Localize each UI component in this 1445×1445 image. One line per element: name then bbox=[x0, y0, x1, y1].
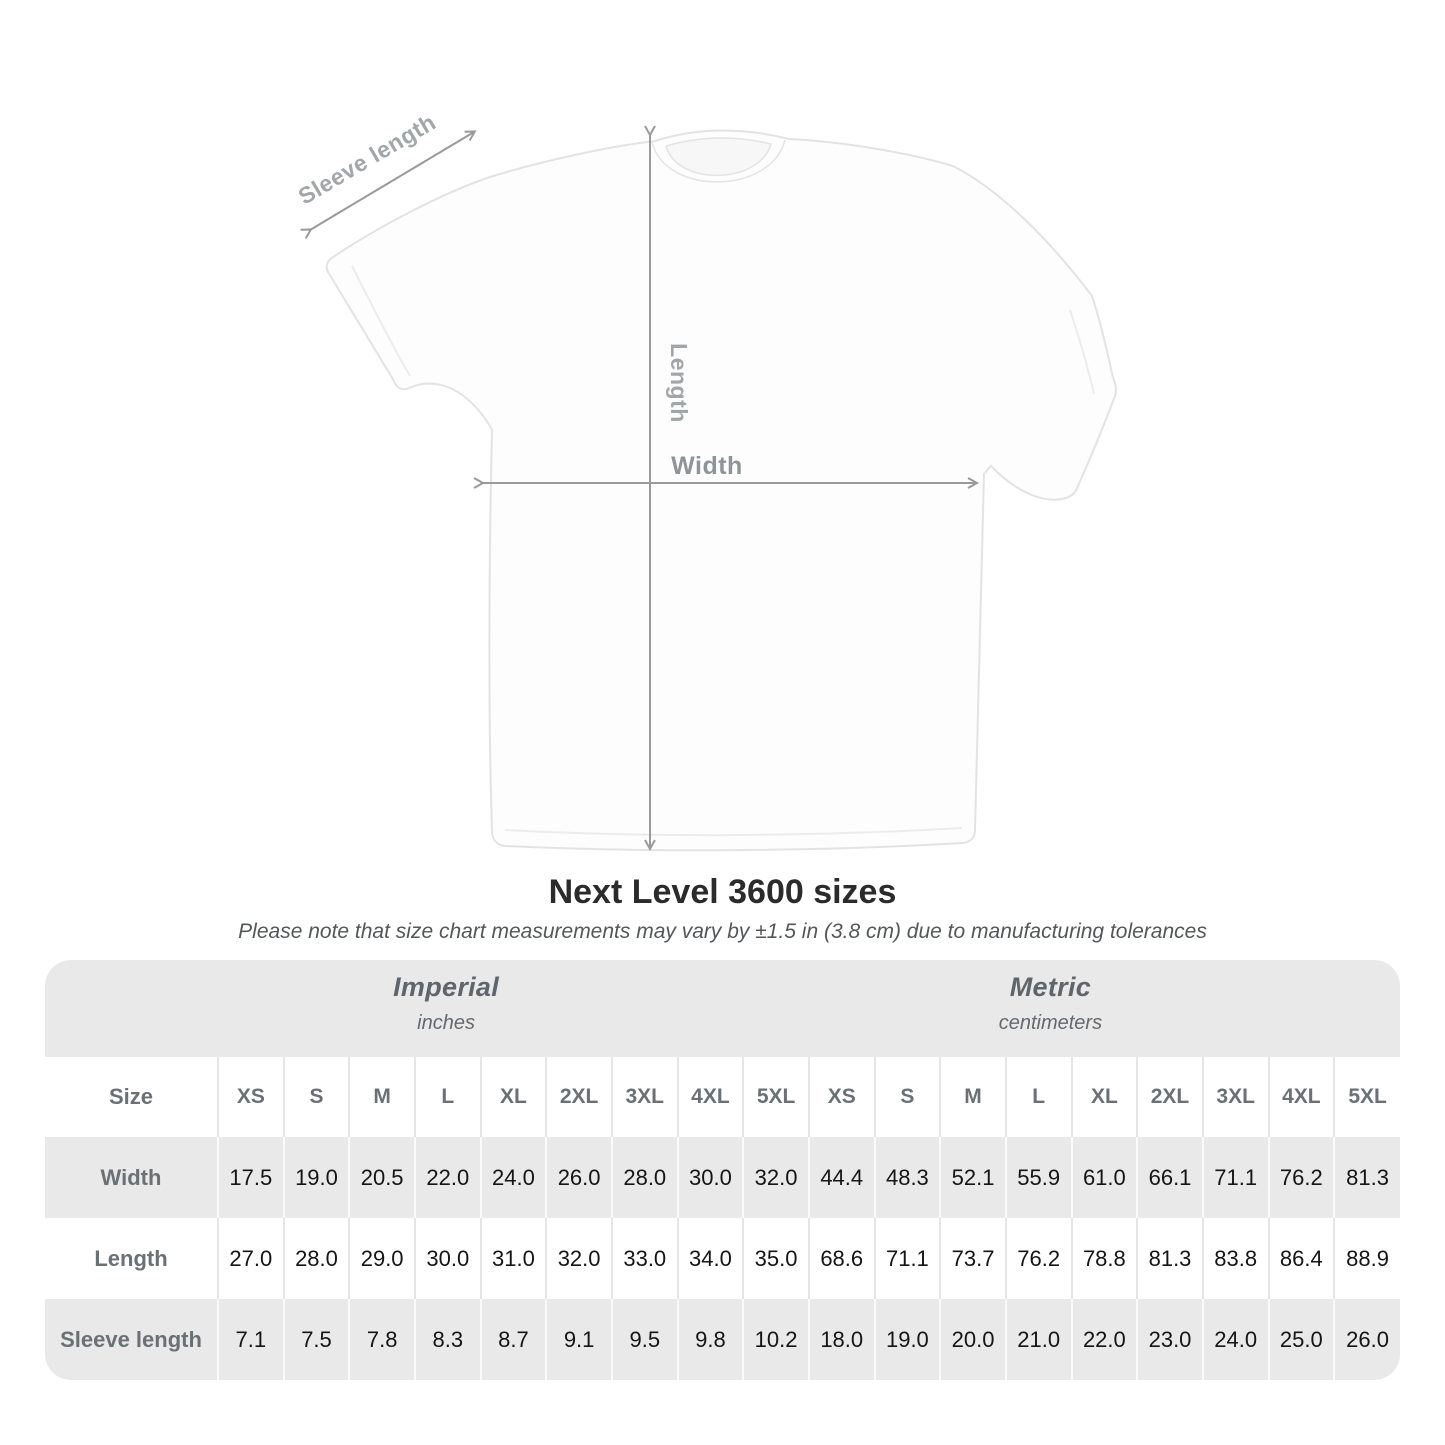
measurement-cell: 19.0 bbox=[875, 1299, 941, 1380]
measurement-cell: 24.0 bbox=[1203, 1299, 1269, 1380]
sleeve-length-label: Sleeve length bbox=[293, 108, 441, 210]
metric-unit: centimeters bbox=[998, 1012, 1103, 1034]
measurement-cell: 23.0 bbox=[1137, 1299, 1203, 1380]
size-column-header: 4XL bbox=[678, 1057, 744, 1137]
measurement-cell: 22.0 bbox=[1072, 1299, 1138, 1380]
measurement-cell: 76.2 bbox=[1269, 1137, 1335, 1218]
measurement-cell: 10.2 bbox=[743, 1299, 809, 1380]
row-label: Sleeve length bbox=[60, 1326, 202, 1352]
measurement-cell: 17.5 bbox=[218, 1137, 284, 1218]
row-label: Width bbox=[100, 1164, 162, 1190]
measurement-cell: 71.1 bbox=[875, 1218, 941, 1299]
metric-header bbox=[999, 972, 1102, 1035]
measurement-cell: 26.0 bbox=[546, 1137, 612, 1218]
imperial-header bbox=[393, 972, 499, 1035]
size-column-header: L bbox=[1006, 1057, 1072, 1137]
measurement-cell: 7.8 bbox=[349, 1299, 415, 1380]
measurement-cell: 18.0 bbox=[809, 1299, 875, 1380]
size-column-header: 3XL bbox=[612, 1057, 678, 1137]
measurements-table bbox=[45, 1057, 1400, 1380]
measurement-cell: 20.0 bbox=[940, 1299, 1006, 1380]
measurement-cell: 52.1 bbox=[940, 1137, 1006, 1218]
measurement-cell: 27.0 bbox=[218, 1218, 284, 1299]
length-label: Length bbox=[666, 343, 692, 423]
measurement-cell: 48.3 bbox=[875, 1137, 941, 1218]
measurement-cell: 7.5 bbox=[284, 1299, 350, 1380]
width-label: Width bbox=[671, 452, 743, 480]
measurement-cell: 88.9 bbox=[1334, 1218, 1400, 1299]
imperial-unit: inches bbox=[417, 1012, 475, 1034]
measurement-cell: 81.3 bbox=[1334, 1137, 1400, 1218]
size-column-header: XS bbox=[809, 1057, 875, 1137]
size-column-header: M bbox=[349, 1057, 415, 1137]
size-column-header: 3XL bbox=[1203, 1057, 1269, 1137]
size-table-body bbox=[45, 1137, 1400, 1380]
metric-title: Metric bbox=[1009, 972, 1092, 1002]
measurement-cell: 22.0 bbox=[415, 1137, 481, 1218]
tshirt-body bbox=[327, 130, 1116, 850]
measurement-cell: 21.0 bbox=[1006, 1299, 1072, 1380]
measurement-cell: 30.0 bbox=[678, 1137, 744, 1218]
measurement-cell: 19.0 bbox=[284, 1137, 350, 1218]
measurement-cell: 31.0 bbox=[481, 1218, 547, 1299]
measurement-cell: 30.0 bbox=[415, 1218, 481, 1299]
measurement-cell: 9.5 bbox=[612, 1299, 678, 1380]
measurement-cell: 83.8 bbox=[1203, 1218, 1269, 1299]
size-column-header: S bbox=[875, 1057, 941, 1137]
measurement-cell: 8.7 bbox=[481, 1299, 547, 1380]
measurement-cell: 34.0 bbox=[678, 1218, 744, 1299]
imperial-title: Imperial bbox=[393, 972, 500, 1002]
measurement-cell: 78.8 bbox=[1072, 1218, 1138, 1299]
measurement-cell: 9.8 bbox=[678, 1299, 744, 1380]
tolerance-note: Please note that size chart measurements may vary by ±1.5 in (3.8 cm) due to manufacturing tolerances bbox=[238, 920, 1207, 943]
measurement-cell: 71.1 bbox=[1203, 1137, 1269, 1218]
size-column-header: 2XL bbox=[546, 1057, 612, 1137]
measurement-cell: 28.0 bbox=[284, 1218, 350, 1299]
measurement-cell: 73.7 bbox=[940, 1218, 1006, 1299]
measurement-cell: 7.1 bbox=[218, 1299, 284, 1380]
row-label: Length bbox=[94, 1245, 168, 1271]
size-row-label: Size bbox=[108, 1084, 154, 1109]
measurement-cell: 8.3 bbox=[415, 1299, 481, 1380]
table-row bbox=[45, 1137, 1400, 1218]
size-chart-table bbox=[45, 960, 1400, 1380]
measurement-cell: 61.0 bbox=[1072, 1137, 1138, 1218]
page-title: Next Level 3600 sizes bbox=[548, 873, 897, 911]
measurement-cell: 86.4 bbox=[1269, 1218, 1335, 1299]
measurement-cell: 29.0 bbox=[349, 1218, 415, 1299]
size-column-header: L bbox=[415, 1057, 481, 1137]
unit-header-band bbox=[45, 960, 1400, 1057]
size-column-header: 4XL bbox=[1269, 1057, 1335, 1137]
size-column-header: 2XL bbox=[1137, 1057, 1203, 1137]
measurement-cell: 35.0 bbox=[743, 1218, 809, 1299]
measurement-cell: 26.0 bbox=[1334, 1299, 1400, 1380]
table-row bbox=[45, 1218, 1400, 1299]
measurement-cell: 32.0 bbox=[743, 1137, 809, 1218]
measurement-cell: 28.0 bbox=[612, 1137, 678, 1218]
size-column-header: 5XL bbox=[743, 1057, 809, 1137]
measurement-cell: 32.0 bbox=[546, 1218, 612, 1299]
measurement-cell: 55.9 bbox=[1006, 1137, 1072, 1218]
measurement-cell: 33.0 bbox=[612, 1218, 678, 1299]
table-row bbox=[45, 1299, 1400, 1380]
heading-block bbox=[0, 874, 1445, 944]
tshirt-graphic bbox=[327, 130, 1116, 850]
size-column-header: XS bbox=[218, 1057, 284, 1137]
measurement-cell: 25.0 bbox=[1269, 1299, 1335, 1380]
measurement-cell: 9.1 bbox=[546, 1299, 612, 1380]
size-header-row bbox=[45, 1057, 1400, 1137]
measurement-cell: 24.0 bbox=[481, 1137, 547, 1218]
measurement-cell: 66.1 bbox=[1137, 1137, 1203, 1218]
measurement-cell: 44.4 bbox=[809, 1137, 875, 1218]
measurement-cell: 68.6 bbox=[809, 1218, 875, 1299]
size-column-header: S bbox=[284, 1057, 350, 1137]
size-column-header: M bbox=[940, 1057, 1006, 1137]
measurement-cell: 76.2 bbox=[1006, 1218, 1072, 1299]
size-column-header: 5XL bbox=[1334, 1057, 1400, 1137]
size-column-header: XL bbox=[481, 1057, 547, 1137]
size-column-header: XL bbox=[1072, 1057, 1138, 1137]
measurement-cell: 20.5 bbox=[349, 1137, 415, 1218]
measurement-cell: 81.3 bbox=[1137, 1218, 1203, 1299]
